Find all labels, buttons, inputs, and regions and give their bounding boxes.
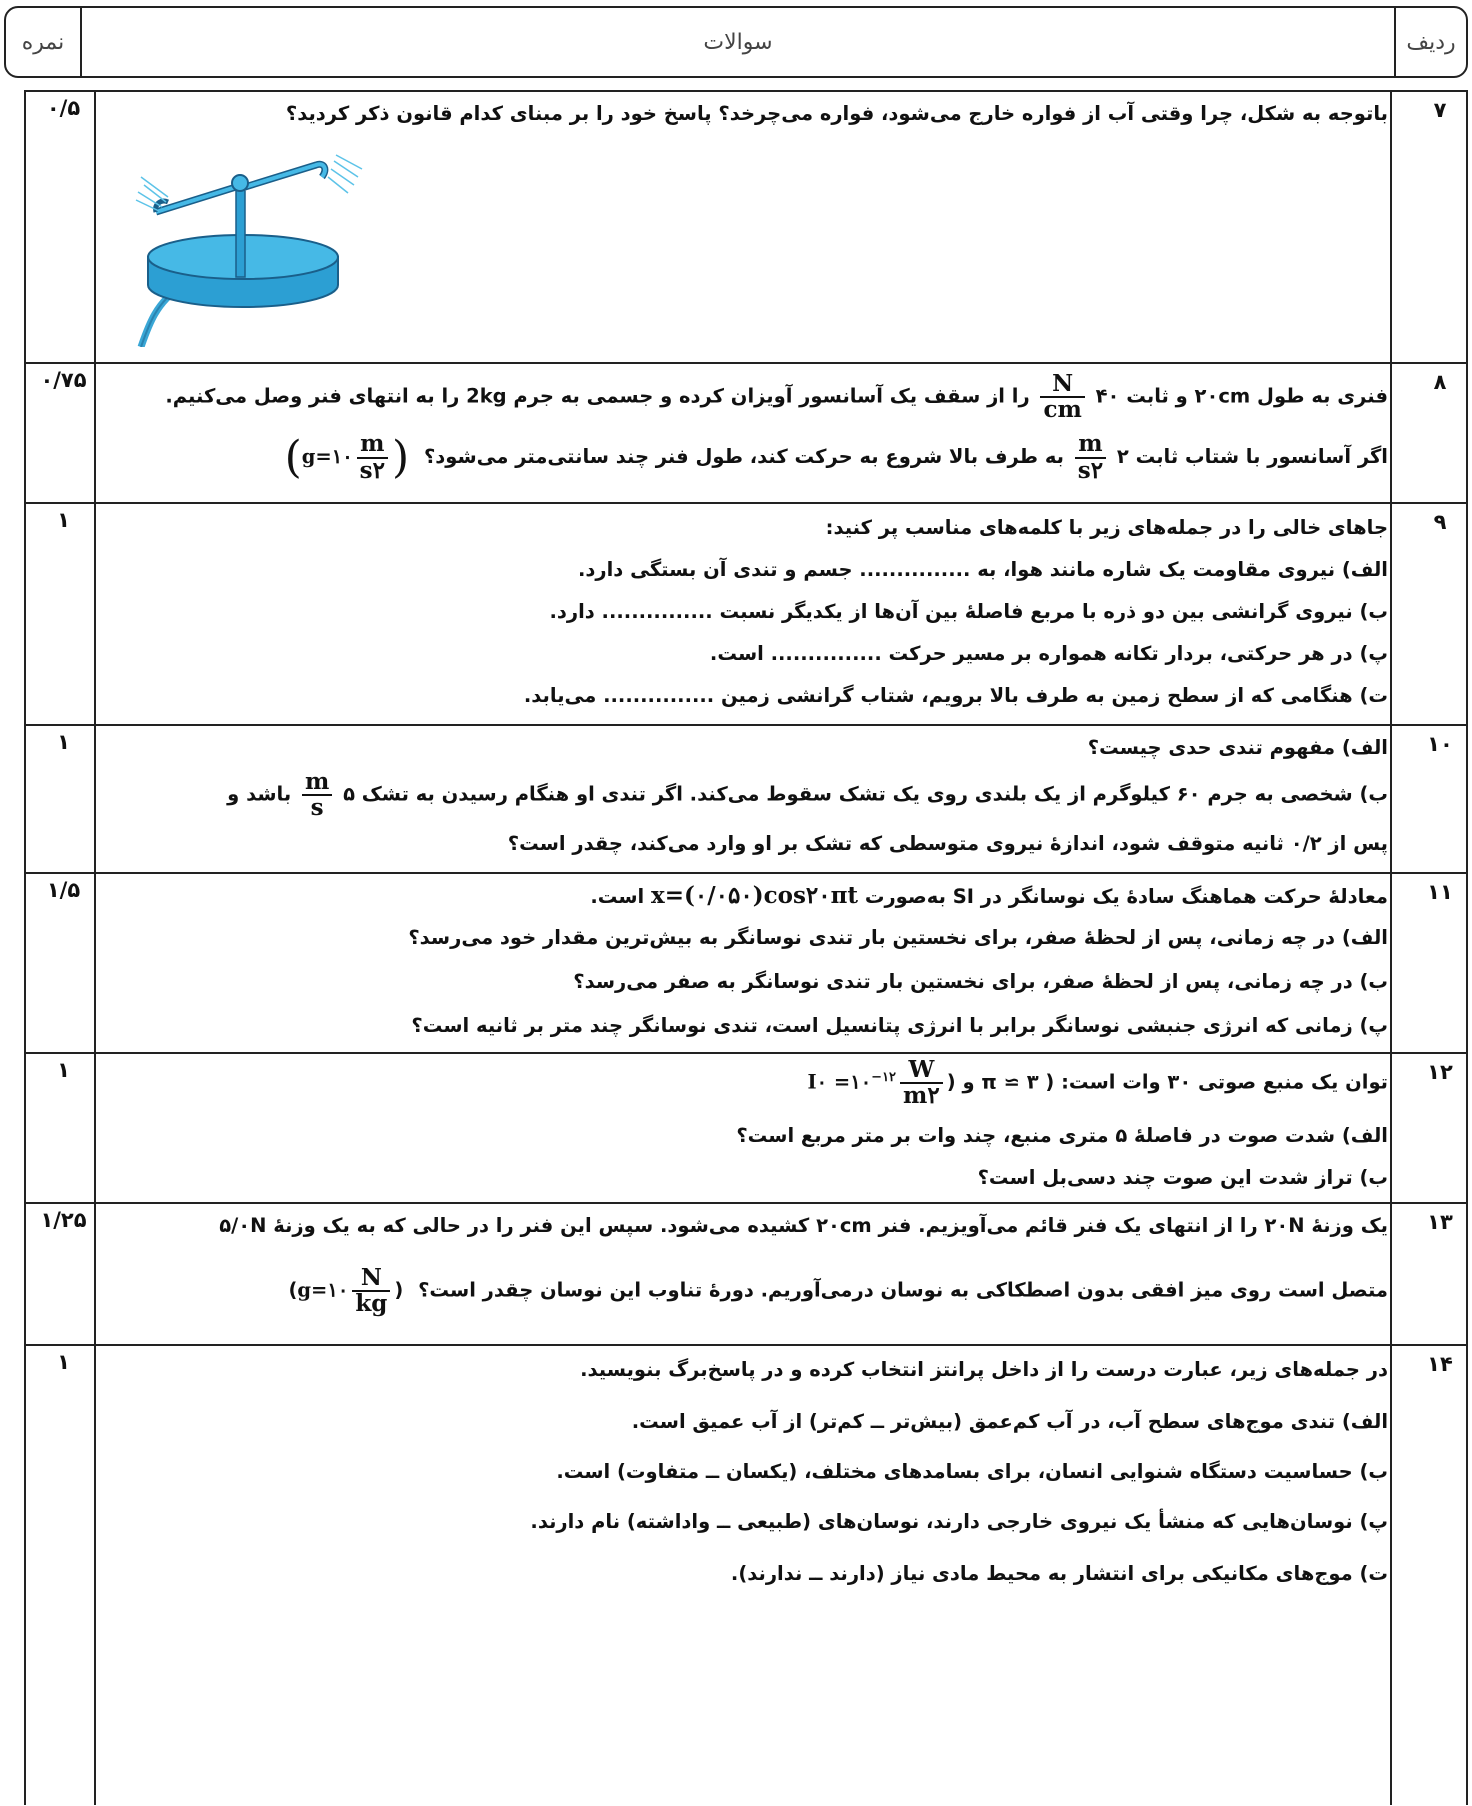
question-text <box>285 432 1388 483</box>
row-score: ۱ <box>57 1350 70 1374</box>
question-text <box>165 372 1388 422</box>
numerator: m <box>302 770 332 796</box>
question-text: الف) در چه زمانی، پس از لحظهٔ صفر، برای نخستین بار تندی نوسانگر به بیش‌ترین مقدار خود می‌رسد؟ <box>408 926 1388 949</box>
question-row-9 <box>26 504 1466 724</box>
header-score: نمره <box>21 29 65 55</box>
fraction <box>900 1058 943 1108</box>
text-segment: معادلهٔ حرکت هماهنگ سادهٔ یک نوسانگر در SI به‌صورت <box>864 885 1388 908</box>
question-text: الف) شدت صوت در فاصلهٔ ۵ متری منبع، چند وات بر متر مربع است؟ <box>736 1124 1388 1147</box>
gravity-value: g=۱۰ <box>297 1278 349 1302</box>
numerator: m <box>357 432 388 458</box>
question-row-8 <box>26 364 1466 502</box>
question-text: ت) هنگامی که از سطح زمین به طرف بالا برویم، شتاب گرانشی زمین ............... می‌یابد. <box>523 684 1388 707</box>
row-number: ۱۳ <box>1427 1210 1453 1234</box>
row-number: ۱۱ <box>1427 880 1453 904</box>
exponent: −۱۲ <box>871 1070 897 1086</box>
row-score: ۱/۲۵ <box>40 1208 87 1232</box>
header-questions: سوالات <box>703 29 773 55</box>
question-text: ب) حساسیت دستگاه شنوایی انسان، برای بسامدهای مختلف، (یکسان ــ متفاوت) است. <box>556 1460 1388 1483</box>
question-text: الف) مفهوم تندی حدی چیست؟ <box>1087 736 1388 759</box>
question-text: یک وزنهٔ ۲۰N را از انتهای یک فنر قائم می‌آویزیم. فنر ۲۰cm کشیده می‌شود. سپس این فنر را در حالی که به یک وزنهٔ ۵/۰N <box>219 1214 1388 1237</box>
question-text: پس از ۰/۲ ثانیه متوقف شود، اندازهٔ نیروی متوسطی که تشک بر او وارد می‌کند، چقدر است؟ <box>507 832 1388 855</box>
equation: x=(۰/۰۵۰)cos۲۰πt <box>651 882 859 909</box>
intensity-reference: I۰ $=۱۰^{-۱۲}$ $\frac{W}{m۲}$ ) <box>807 1056 956 1110</box>
row-number: ۱۲ <box>1427 1060 1453 1084</box>
denominator: m۲ <box>903 1082 940 1110</box>
row-score: ۰/۷۵ <box>40 368 87 392</box>
row-score: ۱ <box>57 1058 70 1082</box>
gravity-note: (g=۱۰ $\frac{m}{s۲}$ ) <box>284 430 410 484</box>
denominator: s <box>310 794 324 822</box>
question-text: پ) زمانی که انرژی جنبشی نوسانگر برابر با انرژی پتانسیل است، تندی نوسانگر چند متر بر ثانیه است؟ <box>411 1014 1388 1037</box>
i0-value: I۰ =۱۰ <box>807 1070 872 1094</box>
gravity-note: (g=۱۰ $\frac{N}{kg}$ ) <box>288 1264 404 1318</box>
questions-table <box>24 90 1468 1805</box>
question-row-14 <box>26 1346 1466 1806</box>
text-segment: فنری به طول ۲۰cm و ثابت ۴۰ <box>1095 384 1388 408</box>
question-text: پ) در هر حرکتی، بردار تکانه همواره بر مسیر حرکت ............... است. <box>709 642 1388 665</box>
row-number: ۱۰ <box>1427 732 1453 756</box>
question-text <box>590 882 1388 909</box>
fraction <box>1040 372 1084 422</box>
row-number: ۸ <box>1433 370 1447 394</box>
question-text <box>288 1266 1388 1316</box>
denominator: kg <box>355 1290 388 1318</box>
question-text: الف) نیروی مقاومت یک شاره مانند هوا، به ............... جسم و تندی آن بستگی دارد. <box>577 558 1388 581</box>
question-row-10 <box>26 726 1466 872</box>
text-segment: باشد و <box>227 782 292 806</box>
row-number: ۹ <box>1433 510 1447 534</box>
text-segment: ب) شخصی به جرم ۶۰ کیلوگرم از یک بلندی روی یک تشک سقوط می‌کند. اگر تندی او هنگام رسیدن به تشک ۵ <box>343 782 1388 806</box>
text-segment: است. <box>590 885 645 908</box>
question-row-7 <box>26 92 1466 362</box>
text-segment: به طرف بالا شروع به حرکت کند، طول فنر چند سانتی‌متر می‌شود؟ <box>423 445 1064 468</box>
row-score: ۱ <box>57 730 70 754</box>
denominator: s۲ <box>359 456 385 484</box>
question-text: الف) تندی موج‌های سطح آب، در آب کم‌عمق (بیش‌تر ــ کم‌تر) از آب عمیق است. <box>631 1410 1388 1433</box>
numerator: N <box>352 1266 390 1292</box>
question-text: پ) نوسان‌هایی که منشأ یک نیروی خارجی دارند، نوسان‌های (طبیعی ــ واداشته) نام دارند. <box>530 1510 1388 1533</box>
question-text: ب) تراز شدت این صوت چند دسی‌بل است؟ <box>977 1166 1388 1189</box>
numerator: N <box>1040 372 1084 398</box>
question-text: در جمله‌های زیر، عبارت درست را از داخل پرانتز انتخاب کرده و در پاسخ‌برگ بنویسید. <box>580 1358 1388 1381</box>
question-text <box>227 770 1388 820</box>
text-segment: متصل است روی میز افقی بدون اصطکاکی به نوسان درمی‌آوریم. دورهٔ تناوب این نوسان چقدر است؟ <box>418 1278 1388 1302</box>
fraction <box>352 1266 390 1316</box>
row-score: ۰/۵ <box>46 96 81 120</box>
row-score: ۱/۵ <box>46 878 81 902</box>
denominator: s۲ <box>1077 456 1104 484</box>
question-text: ب) در چه زمانی، پس از لحظهٔ صفر، برای نخستین بار تندی نوسانگر به صفر می‌رسد؟ <box>573 970 1388 993</box>
question-text <box>808 1058 1389 1108</box>
question-row-11 <box>26 874 1466 1052</box>
text-segment: توان یک منبع صوتی ۳۰ وات است: ( ۳ ≃ π و <box>962 1070 1388 1094</box>
question-row-13 <box>26 1204 1466 1344</box>
numerator: W <box>900 1058 943 1084</box>
numerator: m <box>1075 432 1106 458</box>
fountain-figure <box>126 147 366 347</box>
fraction <box>302 770 332 820</box>
gravity-value: g=۱۰ <box>301 445 353 468</box>
text-segment: را از سقف یک آسانسور آویزان کرده و جسمی به جرم 2kg را به انتهای فنر وصل می‌کنیم. <box>165 384 1030 408</box>
question-text: جاهای خالی را در جمله‌های زیر با کلمه‌های مناسب پر کنید: <box>825 516 1388 539</box>
question-text: باتوجه به شکل، چرا وقتی آب از فواره خارج می‌شود، فواره می‌چرخد؟ پاسخ خود را بر مبنای کدام قانون ذکر کردید؟ <box>285 102 1388 125</box>
question-text: ب) نیروی گرانشی بین دو ذره با مربع فاصلهٔ بین آن‌ها از یکدیگر نسبت ............... دارد. <box>549 600 1388 623</box>
row-number: ۱۴ <box>1427 1352 1453 1376</box>
row-number: ۷ <box>1433 98 1447 122</box>
text-segment: اگر آسانسور با شتاب ثابت ۲ <box>1116 445 1388 468</box>
question-row-12 <box>26 1054 1466 1202</box>
denominator: cm <box>1043 396 1082 424</box>
table-header <box>4 6 1468 78</box>
fraction <box>1075 432 1106 482</box>
fraction <box>357 432 388 482</box>
question-text: ت) موج‌های مکانیکی برای انتشار به محیط مادی نیاز (دارند ــ ندارند). <box>730 1562 1388 1585</box>
header-row: ردیف <box>1406 29 1456 55</box>
row-score: ۱ <box>57 508 70 532</box>
